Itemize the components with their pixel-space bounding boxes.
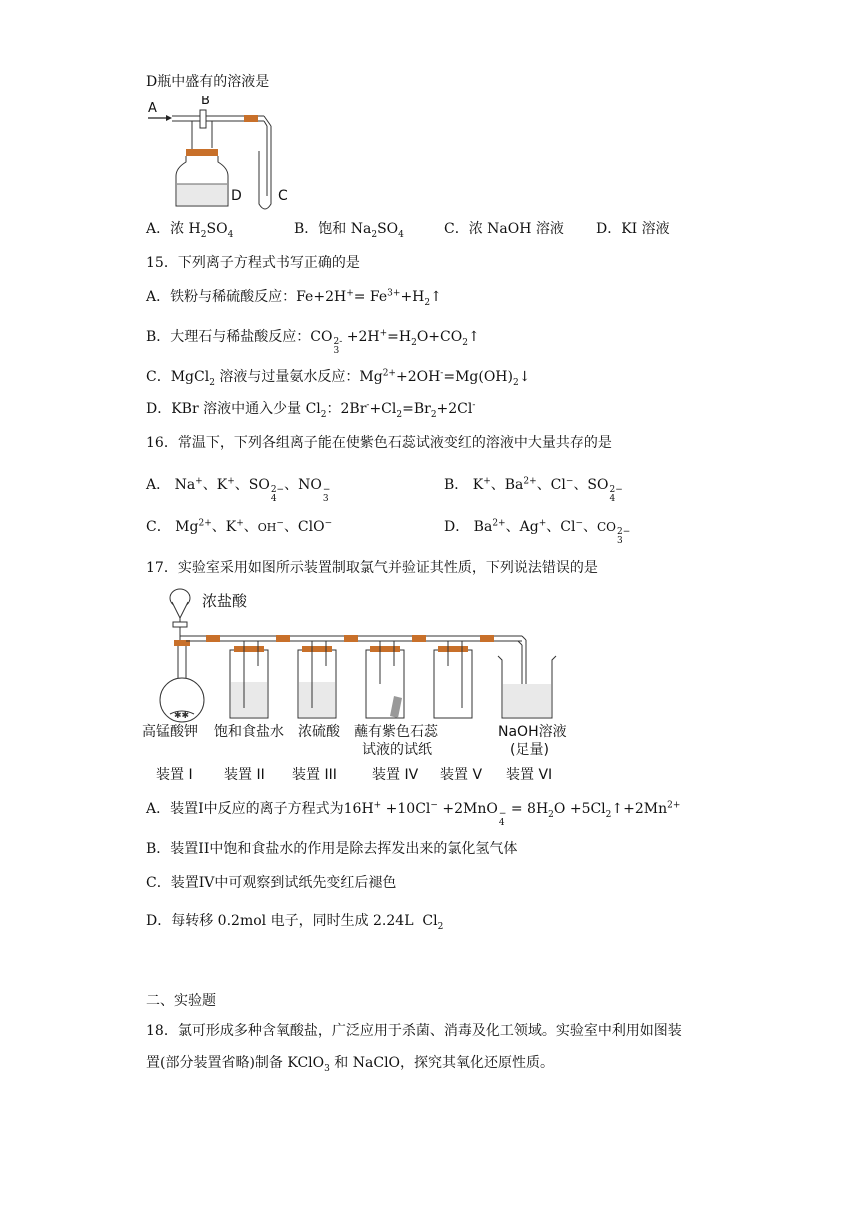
fig-label-device-3: 装置 III (292, 767, 337, 783)
fig-label-h2so4: 浓硫酸 (298, 724, 340, 740)
fig-label-a: A (148, 101, 157, 116)
svg-text:✱✱: ✱✱ (174, 711, 190, 721)
q15-option-a: A．铁粉与稀硫酸反应：$Fe+2H^+= Fe^{3+}+H_2↑$ (146, 288, 442, 308)
q17-stem: 17．实验室采用如图所示装置制取氯气并验证其性质，下列说法错误的是 (146, 560, 598, 576)
fig-label-device-6: 装置 VI (506, 767, 553, 783)
q14-option-b: B．饱和 $Na_2SO_4$ (294, 221, 404, 240)
fig-label-litmus-1: 蘸有紫色石蕊 (354, 724, 438, 740)
fig-label-b: B (201, 96, 210, 108)
q15-option-d: D．KBr 溶液中通入少量 $Cl_2$：$2Br^-+Cl_2=Br_2+2Cl^-$ (146, 400, 476, 420)
q14-apparatus-figure (146, 96, 306, 216)
fig-label-acid: 浓盐酸 (202, 592, 248, 610)
fig-label-kmno4: 高锰酸钾 (142, 724, 198, 740)
fig-label-device-2: 装置 II (224, 767, 265, 783)
fig-label-d: D (231, 188, 242, 204)
q16-stem: 16．常温下，下列各组离子能在使紫色石蕊试液变红的溶液中大量共存的是 (146, 435, 612, 451)
section-title: 二、实验题 (146, 993, 216, 1009)
q15-option-c: C．MgCl$_2$ 溶液与过量氨水反应：$Mg^{2+}+2OH^-=Mg(OH)_2↓$ (146, 368, 531, 388)
q14-option-a: A．浓 $H_2SO_4$ (146, 221, 234, 240)
fig-label-litmus-2: 试液的试纸 (362, 742, 432, 758)
q17-option-d: D．每转移 0.2mol 电子，同时生成 2.24L $Cl_2$ (146, 913, 444, 932)
fig-label-c: C (278, 188, 288, 204)
fig-label-device-1: 装置 I (156, 767, 193, 783)
fig-label-naoh-2: (足量) (510, 742, 549, 758)
q15-option-b: B．大理石与稀盐酸反应：CO 2- 3 $+2H^+=H_2O+CO_2↑$ (146, 328, 480, 356)
q16-option-b: B． K+、$Ba^{2+}$、Cl−、SO 2− 4 (444, 476, 623, 504)
q14-option-d: D．KI 溶液 (596, 221, 670, 237)
fig-label-device-4: 装置 IV (372, 767, 419, 783)
q16-option-d: D． $Ba^{2+}$、Ag+、Cl−、CO 2− 3 (444, 518, 631, 546)
q14-option-c: C．浓 NaOH 溶液 (444, 221, 564, 237)
q15-stem: 15．下列离子方程式书写正确的是 (146, 255, 360, 271)
q17-apparatus-figure (140, 584, 570, 786)
q18-line-2: 置(部分装置省略)制备 KClO$_3$ 和 NaClO，探究其氧化还原性质。 (146, 1055, 555, 1074)
q18-line-1: 18．氯可形成多种含氧酸盐，广泛应用于杀菌、消毒及化工领域。实验室中利用如图装 (146, 1023, 682, 1039)
q14-prompt: D瓶中盛有的溶液是 (146, 74, 270, 90)
q16-option-c: C． $Mg^{2+}$、K+、OH−、ClO− (146, 518, 333, 535)
fig-label-brine: 饱和食盐水 (214, 724, 284, 740)
fig-label-device-5: 装置 V (440, 767, 483, 783)
q17-option-b: B．装置II中饱和食盐水的作用是除去挥发出来的氯化氢气体 (146, 841, 518, 857)
q17-option-c: C．装置IV中可观察到试纸先变红后褪色 (146, 875, 397, 891)
q17-option-a: A．装置I中反应的离子方程式为16H+ +10Cl− +2MnO − 4 = $8H_2O$ $+5Cl_2↑+2Mn^{2+}$ (146, 800, 681, 828)
fig-label-naoh-1: NaOH溶液 (498, 724, 567, 740)
q16-option-a: A． Na+、K+、SO 2− 4 、NO − 3 (146, 476, 331, 504)
